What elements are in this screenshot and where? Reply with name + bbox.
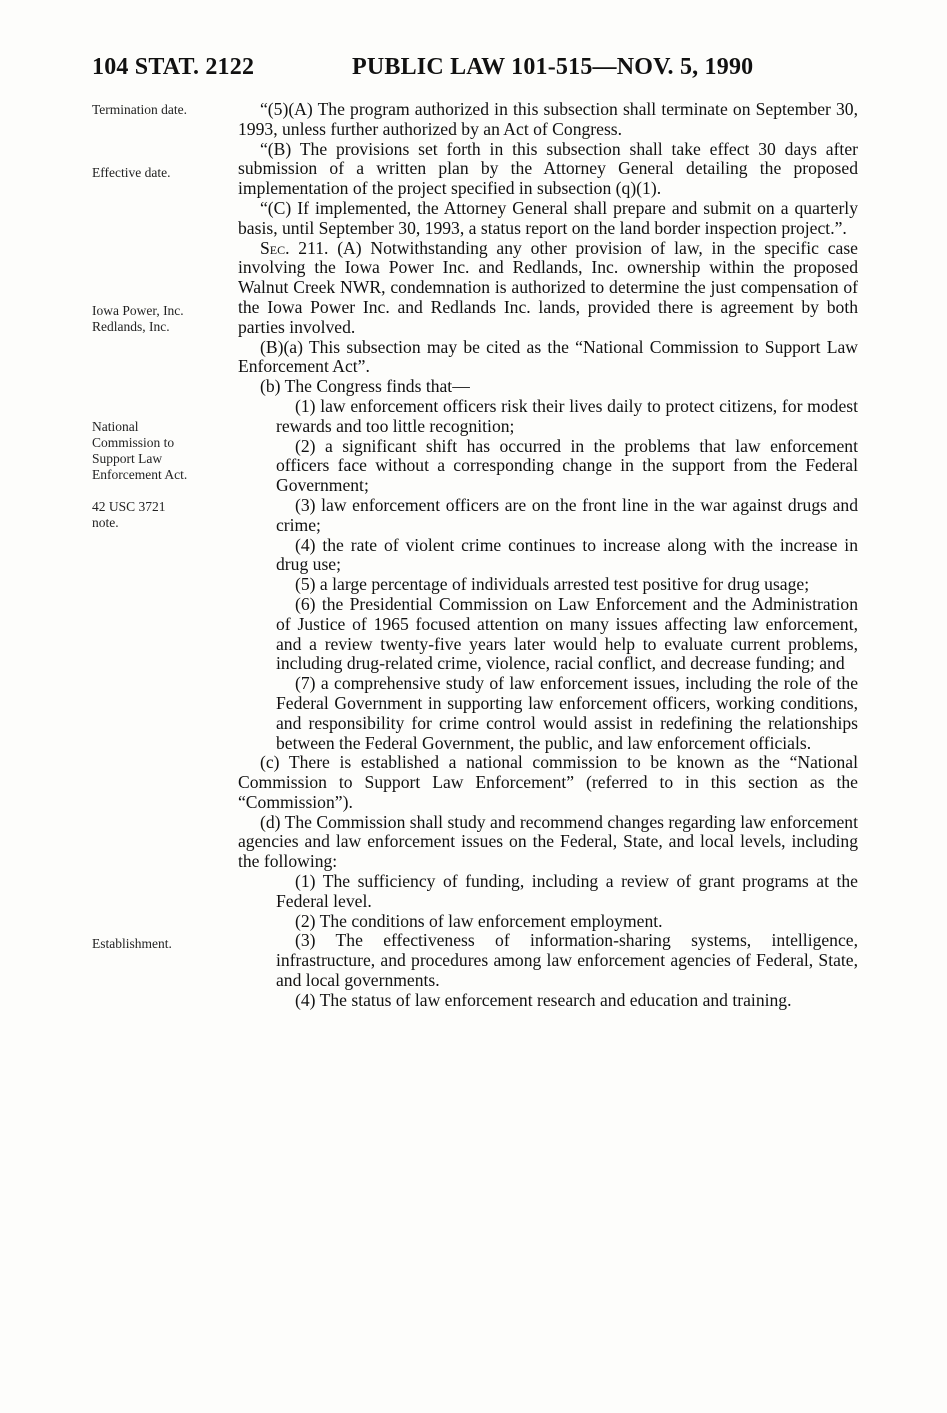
finding-6: (6) the Presidential Commission on Law Enforcement and the Administration of Justice of 1965 focused attention on many issues affecting law enforcement, and a review twenty-five years later would help to evaluate current problems, including drug-related crime, violence, racial conflict, and decrease funding; and bbox=[276, 593, 858, 674]
study-item-3: (3) The effectiveness of information-sharing systems, intelligence, infrastructure, and procedures among law enforcement agencies of Federal, State, and local governments. bbox=[276, 930, 858, 991]
section-label: Sec. bbox=[260, 237, 290, 258]
page-header bbox=[92, 54, 852, 86]
margin-note-termination: Termination date. bbox=[92, 102, 188, 117]
stat-page-number: 104 STAT. 2122 bbox=[92, 54, 255, 80]
finding-3: (3) law enforcement officers are on the front line in the war against drugs and crime; bbox=[276, 494, 858, 535]
paragraph-5c: “(C) If implemented, the Attorney General shall prepare and submit on a quarterly basis, until September 30, 1993, a status report on the land border inspection project.”. bbox=[238, 197, 858, 238]
margin-note-establishment: Establishment. bbox=[92, 936, 172, 951]
public-law-title: PUBLIC LAW 101-515—NOV. 5, 1990 bbox=[352, 54, 754, 80]
section-211-text: 211. (A) Notwithstanding any other provision of law, in the specific case involving the Iowa Power Inc. and Redlands, Inc. ownership within the proposed Walnut Creek NWR, condemnation is authorized to determine the just compensation of the Iowa Power Inc. and Redlands Inc. lands, provided there is agreement by both parties involved. bbox=[238, 237, 858, 337]
paragraph-d: (d) The Commission shall study and recommend changes regarding law enforcement agencies and law enforcement issues on the Federal, State, and local levels, including the following: bbox=[238, 811, 858, 872]
study-item-4: (4) The status of law enforcement research and education and training. bbox=[295, 989, 792, 1010]
statute-body bbox=[238, 100, 858, 1011]
paragraph-c: (c) There is established a national commission to be known as the “National Commission to Support Law Enforcement” (referred to in this section as the “Commission”). bbox=[238, 752, 858, 812]
paragraph-5b: “(B) The provisions set forth in this subsection shall take effect 30 days after submission of a written plan by the Attorney General detailing the proposed implementation of the project specified in subsection (q)(1). bbox=[238, 138, 858, 199]
finding-5: (5) a large percentage of individuals arrested test positive for drug usage; bbox=[295, 574, 810, 595]
margin-note-usc: 42 USC 3721 note. bbox=[92, 499, 166, 530]
paragraph-ba: (B)(a) This subsection may be cited as the “National Commission to Support Law Enforcement Act”. bbox=[238, 336, 858, 377]
finding-1: (1) law enforcement officers risk their lives daily to protect citizens, for modest rewards and too little recognition; bbox=[276, 395, 858, 436]
margin-note-iowa: Iowa Power, Inc. Redlands, Inc. bbox=[92, 303, 184, 334]
finding-4: (4) the rate of violent crime continues to increase along with the increase in drug use; bbox=[276, 534, 858, 575]
finding-7: (7) a comprehensive study of law enforcement issues, including the role of the Federal Government in supporting law enforcement officers, working conditions, and responsibility for crime control would assist in redefining the relationships between the Federal Government, the public, and law enforcement officials. bbox=[276, 673, 858, 753]
paragraph-b: (b) The Congress finds that— bbox=[260, 376, 470, 397]
paragraph-5a: “(5)(A) The program authorized in this subsection shall terminate on September 30, 1993, unless further authorized by an Act of Congress. bbox=[238, 99, 858, 139]
study-item-1: (1) The sufficiency of funding, including a review of grant programs at the Federal level. bbox=[276, 871, 858, 911]
study-item-2: (2) The conditions of law enforcement employment. bbox=[295, 910, 663, 931]
section-211 bbox=[238, 239, 858, 338]
margin-note-effective: Effective date. bbox=[92, 165, 171, 180]
margin-note-commission: National Commission to Support Law Enforcement Act. bbox=[92, 419, 188, 482]
finding-2: (2) a significant shift has occurred in the problems that law enforcement officers face without a corresponding change in the support from the Federal Government; bbox=[276, 435, 858, 496]
